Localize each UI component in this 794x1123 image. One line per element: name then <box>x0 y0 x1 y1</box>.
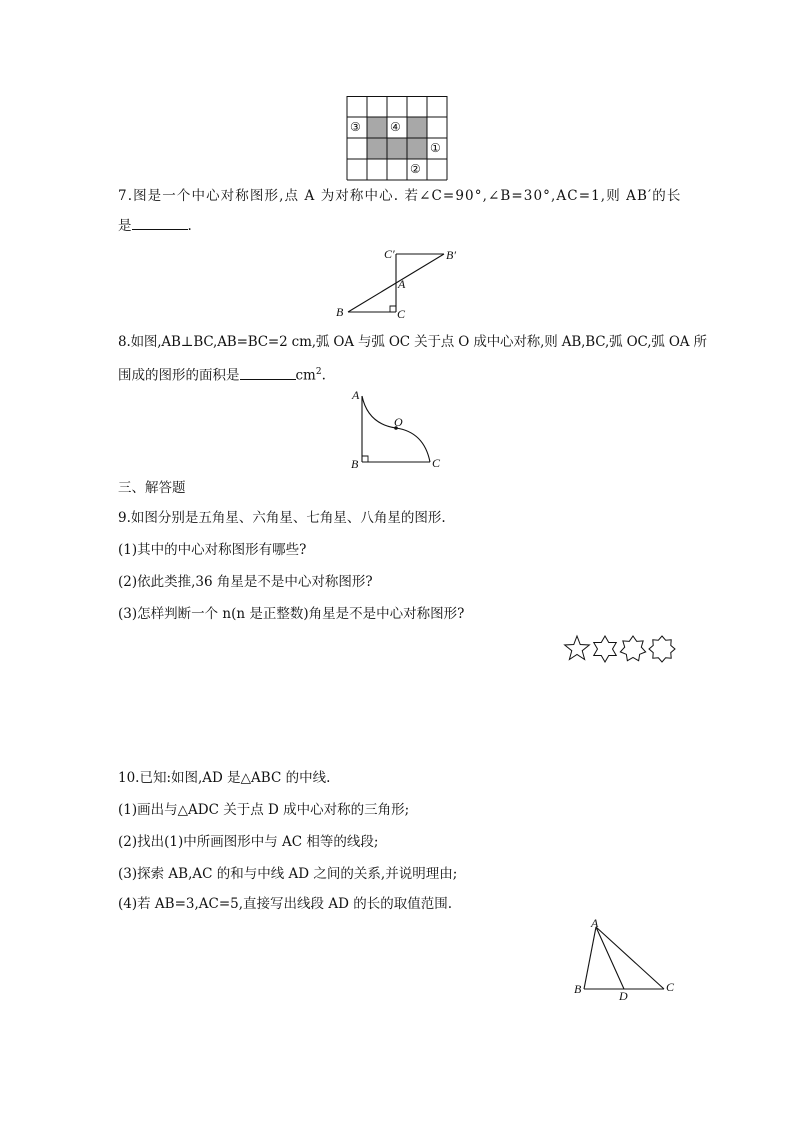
q10-stem: 10.已知:如图,AD 是△ABC 的中线. <box>118 770 331 786</box>
q8-label-c: C <box>432 456 441 470</box>
grid-svg <box>346 96 448 181</box>
q8-arc-oc <box>396 428 430 462</box>
q10-line-ad <box>596 927 624 989</box>
seven-point-star-icon <box>620 636 645 661</box>
grid-label-4: ④ <box>390 120 401 134</box>
q7-label-bprime: B′ <box>446 248 456 262</box>
shaded-cell <box>367 117 387 138</box>
q10-figure-svg <box>566 915 678 1005</box>
q9-stem: 9.如图分别是五角星、六角星、七角星、八角星的图形. <box>118 510 446 526</box>
eight-point-star-icon <box>649 636 675 662</box>
q7-line2 <box>118 217 192 235</box>
q10-part1: (1)画出与△ADC 关于点 D 成中心对称的三角形; <box>118 802 410 818</box>
q8-figure <box>348 386 448 472</box>
q10-line-ab <box>584 927 596 989</box>
q10-part4: (4)若 AB=3,AC=5,直接写出线段 AD 的长的取值范围. <box>118 896 452 912</box>
q7-answer-blank[interactable] <box>132 217 188 230</box>
grid-label-2: ② <box>410 162 421 176</box>
five-point-star-icon <box>565 636 590 660</box>
q10-part3: (3)探索 AB,AC 的和与中线 AD 之间的关系,并说明理由; <box>118 866 458 882</box>
q10-figure <box>566 915 678 1005</box>
q9-stars-svg <box>562 632 678 664</box>
q8-arc-oa <box>362 396 396 428</box>
grid-lines <box>347 96 447 180</box>
q8-line2 <box>118 363 326 385</box>
q8-label-b: B <box>351 457 359 471</box>
q9-stars-figure <box>562 632 678 664</box>
q10-label-d: D <box>619 989 628 1003</box>
q7-label-cprime: C′ <box>384 247 395 261</box>
q8-line1: 8.如图,AB⊥BC,AB=BC=2 cm,弧 OA 与弧 OC 关于点 O 成中心对称,则 AB,BC,弧 OC,弧 OA 所 <box>118 334 707 350</box>
q9-part1: (1)其中的中心对称图形有哪些? <box>118 542 307 558</box>
shaded-cell <box>407 117 427 138</box>
q8-line2-end: . <box>321 367 326 384</box>
q8-unit: cm <box>295 367 316 384</box>
q7-line2-prefix: 是 <box>118 218 132 234</box>
grid-label-3: ③ <box>350 120 361 134</box>
q7-label-c: C <box>397 307 406 321</box>
q7-figure-svg <box>330 242 470 322</box>
q8-label-a: A <box>352 388 360 402</box>
q8-right-angle-mark <box>362 456 368 462</box>
q7-line1: 7.图是一个中心对称图形,点 A 为对称中心. 若∠C=90°,∠B=30°,AC=1,则 AB′的长 <box>118 188 682 204</box>
q7-label-a: A <box>398 277 406 291</box>
grid-figure <box>346 96 448 181</box>
q10-label-c: C <box>666 980 675 994</box>
q8-figure-svg <box>348 386 448 472</box>
q8-answer-blank[interactable] <box>240 367 296 380</box>
six-point-star-icon <box>594 636 617 662</box>
q8-label-o: O <box>394 415 403 429</box>
q9-part3: (3)怎样判断一个 n(n 是正整数)角星是不是中心对称图形? <box>118 606 465 622</box>
q9-part2: (2)依此类推,36 角星是不是中心对称图形? <box>118 574 373 590</box>
grid-label-1: ① <box>430 141 441 155</box>
q7-line2-suffix: . <box>187 218 192 234</box>
shaded-cell <box>367 138 387 159</box>
q7-figure <box>330 242 470 322</box>
shaded-cell <box>387 138 407 159</box>
q10-label-a: A <box>591 916 599 930</box>
q8-unit-sup: 2 <box>315 367 322 377</box>
q10-line-ac <box>596 927 664 989</box>
q10-label-b: B <box>574 982 582 996</box>
section3-title: 三、解答题 <box>118 480 186 496</box>
shaded-cell <box>407 138 427 159</box>
q8-line2-prefix: 围成的图形的面积是 <box>118 367 240 384</box>
q10-part2: (2)找出(1)中所画图形中与 AC 相等的线段; <box>118 834 379 850</box>
q7-label-b: B <box>336 305 344 319</box>
q7-right-angle-mark <box>390 306 396 312</box>
